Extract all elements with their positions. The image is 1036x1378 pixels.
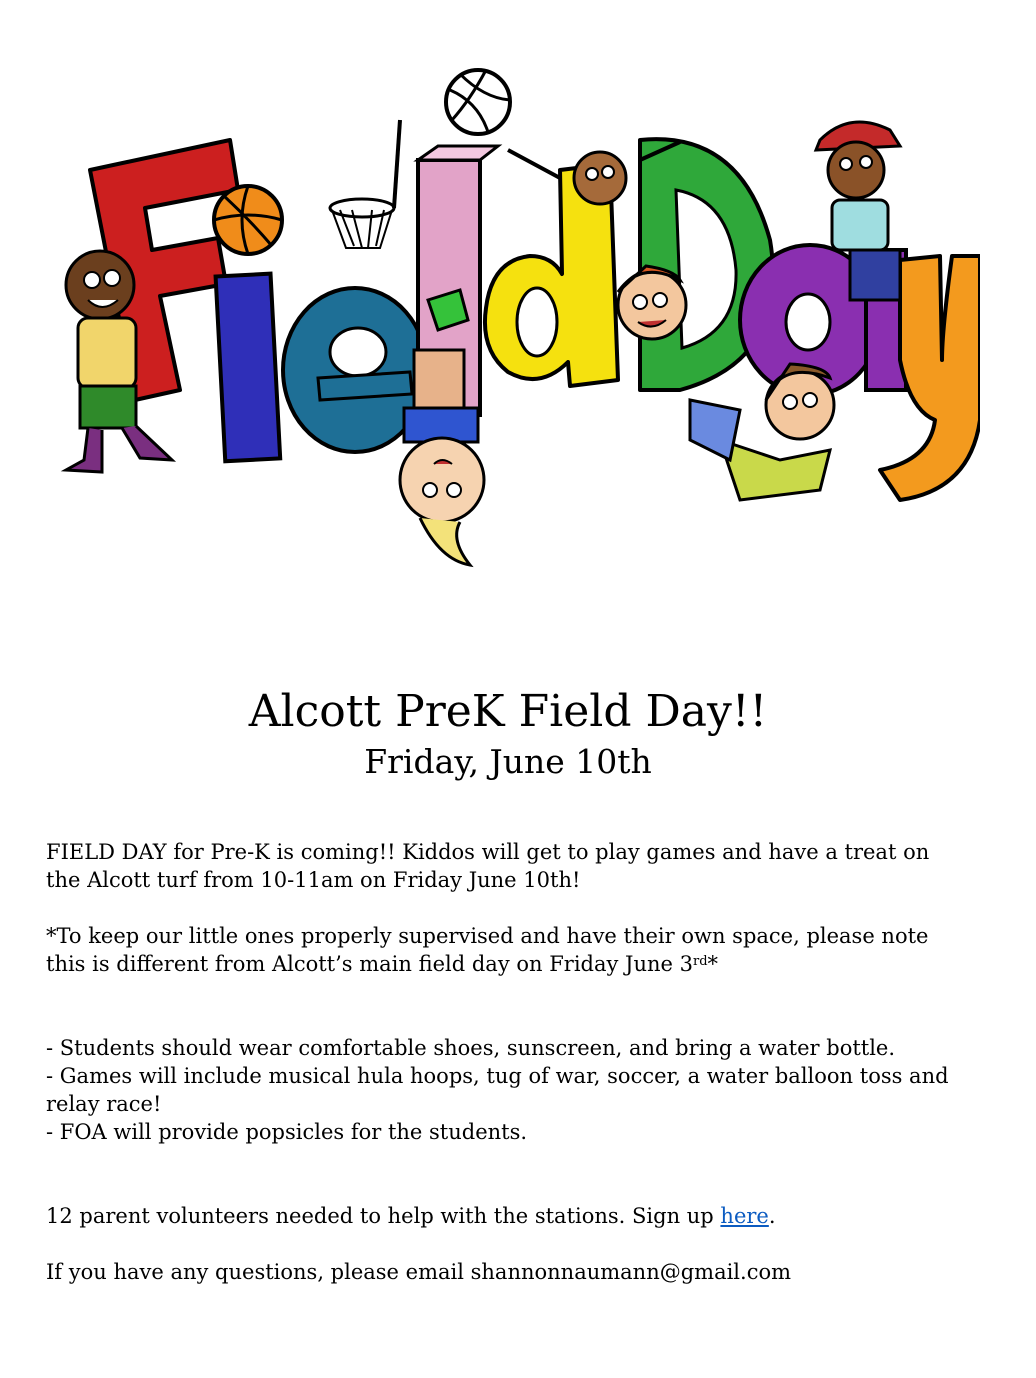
volunteer-text: 12 parent volunteers needed to help with the stations. Sign up: [46, 1204, 721, 1228]
body-content: [46, 838, 966, 1286]
bullet-item: - Games will include musical hula hoops, tug of war, soccer, a water balloon toss and relay race!: [46, 1064, 949, 1116]
page-title: Alcott PreK Field Day!!: [248, 686, 768, 737]
volunteer-end: .: [768, 1204, 776, 1228]
bullet-item: - Students should wear comfortable shoes, sunscreen, and bring a water bottle.: [46, 1036, 896, 1060]
basketball-icon: [214, 186, 282, 254]
kid-redhead-figure: [618, 266, 686, 339]
letter-i: [216, 274, 281, 462]
note-superscript: rd: [692, 954, 708, 969]
event-date: Friday, June 10th: [364, 742, 652, 781]
note-text: *To keep our little ones properly supervised and have their own space, please note this is different from Alcott’s main field day on Friday June 3: [46, 924, 929, 976]
contact-paragraph: If you have any questions, please email shannonnaumann@gmail.com: [46, 1260, 792, 1284]
field-day-banner: [40, 60, 980, 580]
intro-paragraph: FIELD DAY for Pre-K is coming!! Kiddos will get to play games and have a treat on the Alcott turf from 10-11am on Friday June 10th!: [46, 840, 930, 892]
bullet-item: - FOA will provide popsicles for the students.: [46, 1120, 528, 1144]
signup-link[interactable]: here: [720, 1204, 769, 1228]
note-end: *: [707, 952, 719, 976]
supervision-note: [46, 922, 966, 978]
volunteer-paragraph: [46, 1202, 966, 1230]
heading-block: [0, 684, 1016, 784]
volleyball-icon: [446, 70, 510, 134]
kid-lower-right-figure: [690, 364, 834, 500]
basketball-hoop-icon: [330, 120, 400, 248]
field-day-illustration: [40, 60, 980, 580]
